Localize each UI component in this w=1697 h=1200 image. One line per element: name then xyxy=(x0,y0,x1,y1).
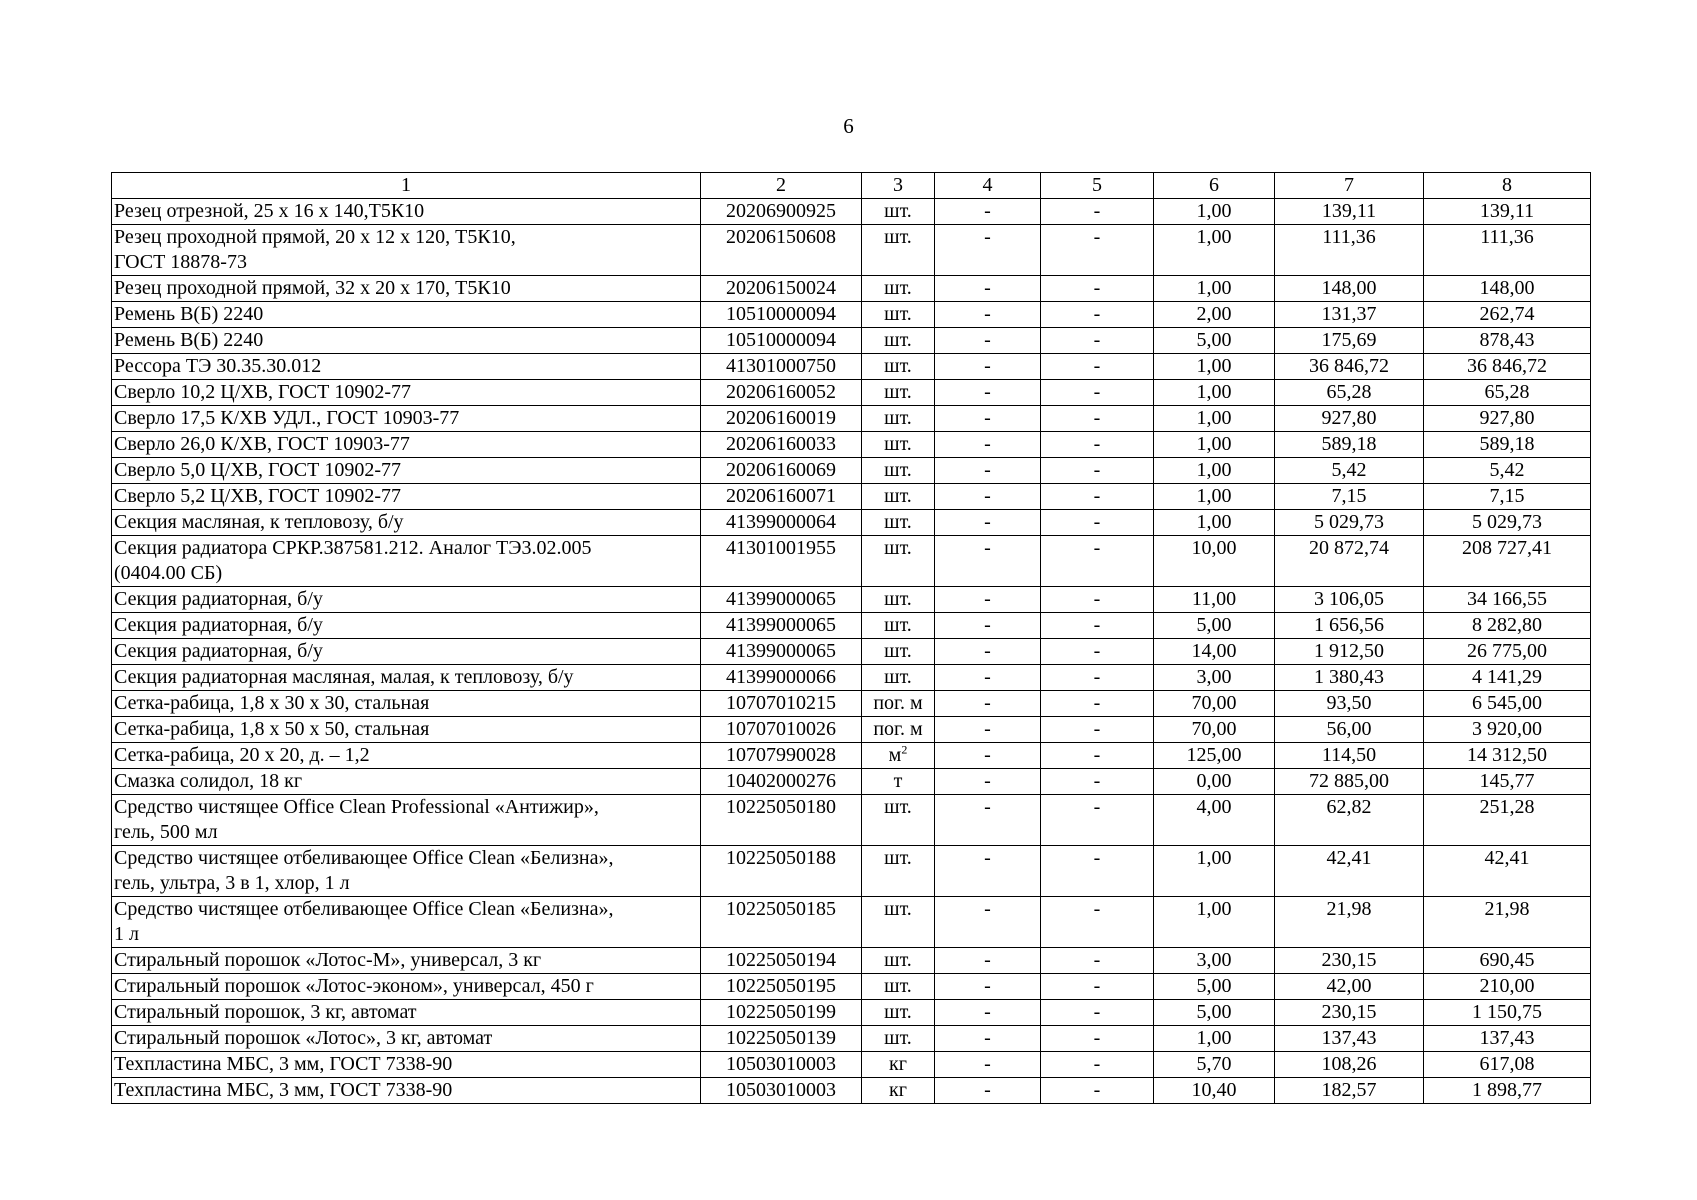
price-cell: 927,80 xyxy=(1275,406,1424,432)
table-row xyxy=(112,846,1591,897)
price-cell: 111,36 xyxy=(1275,225,1424,276)
column-5-cell: - xyxy=(1041,199,1154,225)
item-code-cell: 10225050188 xyxy=(701,846,862,897)
price-cell: 5,42 xyxy=(1275,458,1424,484)
table-row xyxy=(112,276,1591,302)
quantity-cell: 1,00 xyxy=(1154,199,1275,225)
item-name-cell: Сверло 10,2 Ц/ХВ, ГОСТ 10902-77 xyxy=(112,380,701,406)
quantity-cell: 1,00 xyxy=(1154,225,1275,276)
item-code-cell: 41399000066 xyxy=(701,665,862,691)
column-5-cell: - xyxy=(1041,328,1154,354)
unit-cell: шт. xyxy=(862,948,935,974)
column-4-cell: - xyxy=(935,354,1041,380)
column-4-cell: - xyxy=(935,948,1041,974)
unit-cell: шт. xyxy=(862,846,935,897)
item-code-cell: 10225050139 xyxy=(701,1026,862,1052)
item-name-cell: Сетка-рабица, 20 х 20, д. – 1,2 xyxy=(112,743,701,769)
item-code-cell: 20206160033 xyxy=(701,432,862,458)
item-code-cell: 10225050199 xyxy=(701,1000,862,1026)
sum-cell: 210,00 xyxy=(1424,974,1591,1000)
unit-cell: шт. xyxy=(862,795,935,846)
item-name-cell: Резец проходной прямой, 32 х 20 х 170, Т5К10 xyxy=(112,276,701,302)
column-4-cell: - xyxy=(935,897,1041,948)
quantity-cell: 1,00 xyxy=(1154,432,1275,458)
column-5-cell: - xyxy=(1041,1026,1154,1052)
sum-cell: 251,28 xyxy=(1424,795,1591,846)
sum-cell: 42,41 xyxy=(1424,846,1591,897)
column-5-cell: - xyxy=(1041,510,1154,536)
sum-cell: 1 898,77 xyxy=(1424,1078,1591,1104)
quantity-cell: 11,00 xyxy=(1154,587,1275,613)
column-4-cell: - xyxy=(935,276,1041,302)
column-4-cell: - xyxy=(935,536,1041,587)
item-name-cell: Резец отрезной, 25 х 16 х 140,Т5К10 xyxy=(112,199,701,225)
sum-cell: 617,08 xyxy=(1424,1052,1591,1078)
item-name-cell: Секция радиаторная масляная, малая, к тепловозу, б/у xyxy=(112,665,701,691)
column-header-6: 6 xyxy=(1154,173,1275,199)
item-name-cell: Сверло 26,0 К/ХВ, ГОСТ 10903-77 xyxy=(112,432,701,458)
sum-cell: 139,11 xyxy=(1424,199,1591,225)
table-row xyxy=(112,432,1591,458)
item-code-cell: 10225050194 xyxy=(701,948,862,974)
column-header-1: 1 xyxy=(112,173,701,199)
column-4-cell: - xyxy=(935,510,1041,536)
table-row xyxy=(112,743,1591,769)
column-5-cell: - xyxy=(1041,587,1154,613)
column-4-cell: - xyxy=(935,1000,1041,1026)
table-row xyxy=(112,613,1591,639)
unit-cell: шт. xyxy=(862,276,935,302)
table-row xyxy=(112,225,1591,276)
item-code-cell: 41399000065 xyxy=(701,613,862,639)
quantity-cell: 5,00 xyxy=(1154,613,1275,639)
sum-cell: 5,42 xyxy=(1424,458,1591,484)
item-code-cell: 41399000065 xyxy=(701,587,862,613)
sum-cell: 5 029,73 xyxy=(1424,510,1591,536)
sum-cell: 589,18 xyxy=(1424,432,1591,458)
column-number-row xyxy=(112,173,1591,199)
sum-cell: 34 166,55 xyxy=(1424,587,1591,613)
item-name-cell: Сверло 17,5 К/ХВ УДЛ., ГОСТ 10903-77 xyxy=(112,406,701,432)
item-name-cell: Стиральный порошок «Лотос-эконом», универсал, 450 г xyxy=(112,974,701,1000)
price-cell: 21,98 xyxy=(1275,897,1424,948)
item-code-cell: 20206160071 xyxy=(701,484,862,510)
sum-cell: 1 150,75 xyxy=(1424,1000,1591,1026)
unit-cell: шт. xyxy=(862,974,935,1000)
column-4-cell: - xyxy=(935,432,1041,458)
unit-cell: шт. xyxy=(862,665,935,691)
table-row xyxy=(112,380,1591,406)
sum-cell: 137,43 xyxy=(1424,1026,1591,1052)
quantity-cell: 70,00 xyxy=(1154,717,1275,743)
column-4-cell: - xyxy=(935,743,1041,769)
column-4-cell: - xyxy=(935,665,1041,691)
item-code-cell: 10707010215 xyxy=(701,691,862,717)
quantity-cell: 1,00 xyxy=(1154,510,1275,536)
column-5-cell: - xyxy=(1041,458,1154,484)
unit-cell: шт. xyxy=(862,536,935,587)
table-row xyxy=(112,974,1591,1000)
quantity-cell: 1,00 xyxy=(1154,484,1275,510)
column-4-cell: - xyxy=(935,639,1041,665)
unit-cell: шт. xyxy=(862,484,935,510)
item-name-cell: Ремень В(Б) 2240 xyxy=(112,302,701,328)
item-name-cell: Стиральный порошок, 3 кг, автомат xyxy=(112,1000,701,1026)
sum-cell: 4 141,29 xyxy=(1424,665,1591,691)
item-code-cell: 10402000276 xyxy=(701,769,862,795)
column-5-cell: - xyxy=(1041,948,1154,974)
price-cell: 589,18 xyxy=(1275,432,1424,458)
item-code-cell: 10707990028 xyxy=(701,743,862,769)
column-5-cell: - xyxy=(1041,484,1154,510)
quantity-cell: 1,00 xyxy=(1154,276,1275,302)
column-4-cell: - xyxy=(935,587,1041,613)
price-cell: 65,28 xyxy=(1275,380,1424,406)
unit-cell xyxy=(862,743,935,769)
unit-cell: шт. xyxy=(862,458,935,484)
unit-cell: шт. xyxy=(862,406,935,432)
quantity-cell: 125,00 xyxy=(1154,743,1275,769)
unit-cell: шт. xyxy=(862,302,935,328)
item-name-cell: Техпластина МБС, 3 мм, ГОСТ 7338-90 xyxy=(112,1078,701,1104)
column-5-cell: - xyxy=(1041,846,1154,897)
sum-cell: 36 846,72 xyxy=(1424,354,1591,380)
price-cell: 20 872,74 xyxy=(1275,536,1424,587)
table-row xyxy=(112,458,1591,484)
sum-cell: 262,74 xyxy=(1424,302,1591,328)
item-code-cell: 10503010003 xyxy=(701,1078,862,1104)
column-4-cell: - xyxy=(935,1052,1041,1078)
column-header-5: 5 xyxy=(1041,173,1154,199)
price-cell: 148,00 xyxy=(1275,276,1424,302)
inventory-table xyxy=(111,172,1591,1104)
column-4-cell: - xyxy=(935,1078,1041,1104)
table-row xyxy=(112,717,1591,743)
sum-cell: 7,15 xyxy=(1424,484,1591,510)
quantity-cell: 5,70 xyxy=(1154,1052,1275,1078)
item-name-cell: Секция радиатора СРКР.387581.212. Аналог ТЭ3.02.005 (0404.00 СБ) xyxy=(112,536,701,587)
column-5-cell: - xyxy=(1041,302,1154,328)
column-5-cell: - xyxy=(1041,432,1154,458)
item-code-cell: 10510000094 xyxy=(701,328,862,354)
unit-cell: шт. xyxy=(862,354,935,380)
unit-cell: шт. xyxy=(862,225,935,276)
item-code-cell: 20206160019 xyxy=(701,406,862,432)
price-cell: 62,82 xyxy=(1275,795,1424,846)
sum-cell: 927,80 xyxy=(1424,406,1591,432)
column-4-cell: - xyxy=(935,380,1041,406)
quantity-cell: 5,00 xyxy=(1154,328,1275,354)
column-header-3: 3 xyxy=(862,173,935,199)
item-code-cell: 41399000064 xyxy=(701,510,862,536)
item-code-cell: 41301001955 xyxy=(701,536,862,587)
column-4-cell: - xyxy=(935,484,1041,510)
unit-cell: шт. xyxy=(862,639,935,665)
table-row xyxy=(112,1000,1591,1026)
column-4-cell: - xyxy=(935,199,1041,225)
unit-cell: шт. xyxy=(862,897,935,948)
item-code-cell: 20206150608 xyxy=(701,225,862,276)
column-4-cell: - xyxy=(935,691,1041,717)
quantity-cell: 2,00 xyxy=(1154,302,1275,328)
price-cell: 230,15 xyxy=(1275,1000,1424,1026)
column-5-cell: - xyxy=(1041,1078,1154,1104)
price-cell: 182,57 xyxy=(1275,1078,1424,1104)
table-row xyxy=(112,1078,1591,1104)
column-5-cell: - xyxy=(1041,225,1154,276)
table-row xyxy=(112,587,1591,613)
price-cell: 230,15 xyxy=(1275,948,1424,974)
item-name-cell: Стиральный порошок «Лотос», 3 кг, автомат xyxy=(112,1026,701,1052)
quantity-cell: 5,00 xyxy=(1154,974,1275,1000)
table-row xyxy=(112,1052,1591,1078)
table-row xyxy=(112,302,1591,328)
sum-cell: 690,45 xyxy=(1424,948,1591,974)
unit-cell: шт. xyxy=(862,328,935,354)
column-5-cell: - xyxy=(1041,354,1154,380)
table-row xyxy=(112,354,1591,380)
table-row xyxy=(112,897,1591,948)
item-name-cell: Сетка-рабица, 1,8 х 30 х 30, стальная xyxy=(112,691,701,717)
price-cell: 5 029,73 xyxy=(1275,510,1424,536)
column-4-cell: - xyxy=(935,846,1041,897)
column-5-cell: - xyxy=(1041,665,1154,691)
unit-cell: шт. xyxy=(862,510,935,536)
column-4-cell: - xyxy=(935,717,1041,743)
table-row xyxy=(112,1026,1591,1052)
item-code-cell: 41399000065 xyxy=(701,639,862,665)
unit-cell: шт. xyxy=(862,587,935,613)
column-5-cell: - xyxy=(1041,769,1154,795)
table-row xyxy=(112,199,1591,225)
column-4-cell: - xyxy=(935,613,1041,639)
quantity-cell: 1,00 xyxy=(1154,406,1275,432)
item-name-cell: Смазка солидол, 18 кг xyxy=(112,769,701,795)
column-4-cell: - xyxy=(935,225,1041,276)
price-cell: 56,00 xyxy=(1275,717,1424,743)
column-4-cell: - xyxy=(935,974,1041,1000)
item-name-cell: Секция радиаторная, б/у xyxy=(112,613,701,639)
price-cell: 1 656,56 xyxy=(1275,613,1424,639)
quantity-cell: 1,00 xyxy=(1154,380,1275,406)
item-name-cell: Секция радиаторная, б/у xyxy=(112,587,701,613)
item-code-cell: 10707010026 xyxy=(701,717,862,743)
table-row xyxy=(112,510,1591,536)
item-code-cell: 20206150024 xyxy=(701,276,862,302)
price-cell: 7,15 xyxy=(1275,484,1424,510)
item-name-cell: Ремень В(Б) 2240 xyxy=(112,328,701,354)
quantity-cell: 10,40 xyxy=(1154,1078,1275,1104)
quantity-cell: 1,00 xyxy=(1154,1026,1275,1052)
unit-text: м xyxy=(888,744,902,766)
column-5-cell: - xyxy=(1041,639,1154,665)
unit-cell: шт. xyxy=(862,1026,935,1052)
price-cell: 114,50 xyxy=(1275,743,1424,769)
unit-cell: пог. м xyxy=(862,717,935,743)
sum-cell: 65,28 xyxy=(1424,380,1591,406)
item-name-cell: Рессора ТЭ 30.35.30.012 xyxy=(112,354,701,380)
table-row xyxy=(112,795,1591,846)
unit-cell: шт. xyxy=(862,1000,935,1026)
column-5-cell: - xyxy=(1041,1000,1154,1026)
column-5-cell: - xyxy=(1041,743,1154,769)
quantity-cell: 0,00 xyxy=(1154,769,1275,795)
column-4-cell: - xyxy=(935,302,1041,328)
quantity-cell: 70,00 xyxy=(1154,691,1275,717)
item-name-cell: Стиральный порошок «Лотос-М», универсал, 3 кг xyxy=(112,948,701,974)
quantity-cell: 3,00 xyxy=(1154,665,1275,691)
item-name-cell: Средство чистящее отбеливающее Office Clean «Белизна», гель, ультра, 3 в 1, хлор, 1 л xyxy=(112,846,701,897)
column-5-cell: - xyxy=(1041,897,1154,948)
sum-cell: 3 920,00 xyxy=(1424,717,1591,743)
column-5-cell: - xyxy=(1041,380,1154,406)
table-row xyxy=(112,948,1591,974)
column-5-cell: - xyxy=(1041,795,1154,846)
page-number: 6 xyxy=(843,114,854,138)
table-row xyxy=(112,328,1591,354)
unit-cell: шт. xyxy=(862,432,935,458)
price-cell: 36 846,72 xyxy=(1275,354,1424,380)
item-name-cell: Средство чистящее Office Clean Professional «Антижир», гель, 500 мл xyxy=(112,795,701,846)
item-name-cell: Техпластина МБС, 3 мм, ГОСТ 7338-90 xyxy=(112,1052,701,1078)
table-row xyxy=(112,665,1591,691)
quantity-cell: 1,00 xyxy=(1154,846,1275,897)
column-4-cell: - xyxy=(935,328,1041,354)
column-header-7: 7 xyxy=(1275,173,1424,199)
column-4-cell: - xyxy=(935,795,1041,846)
price-cell: 3 106,05 xyxy=(1275,587,1424,613)
unit-cell: т xyxy=(862,769,935,795)
table-row xyxy=(112,691,1591,717)
unit-cell: шт. xyxy=(862,199,935,225)
item-name-cell: Секция масляная, к тепловозу, б/у xyxy=(112,510,701,536)
column-4-cell: - xyxy=(935,458,1041,484)
sum-cell: 145,77 xyxy=(1424,769,1591,795)
quantity-cell: 14,00 xyxy=(1154,639,1275,665)
column-header-2: 2 xyxy=(701,173,862,199)
item-name-cell: Сверло 5,2 Ц/ХВ, ГОСТ 10902-77 xyxy=(112,484,701,510)
unit-cell: шт. xyxy=(862,613,935,639)
item-name-cell: Секция радиаторная, б/у xyxy=(112,639,701,665)
item-code-cell: 10510000094 xyxy=(701,302,862,328)
sum-cell: 878,43 xyxy=(1424,328,1591,354)
column-5-cell: - xyxy=(1041,974,1154,1000)
table-row xyxy=(112,536,1591,587)
unit-cell: пог. м xyxy=(862,691,935,717)
column-4-cell: - xyxy=(935,1026,1041,1052)
item-code-cell: 20206900925 xyxy=(701,199,862,225)
price-cell: 1 380,43 xyxy=(1275,665,1424,691)
item-name-cell: Резец проходной прямой, 20 х 12 х 120, Т5К10, ГОСТ 18878-73 xyxy=(112,225,701,276)
sum-cell: 111,36 xyxy=(1424,225,1591,276)
item-code-cell: 41301000750 xyxy=(701,354,862,380)
quantity-cell: 5,00 xyxy=(1154,1000,1275,1026)
table-row xyxy=(112,406,1591,432)
table-body xyxy=(112,173,1591,1104)
item-code-cell: 10225050195 xyxy=(701,974,862,1000)
sum-cell: 208 727,41 xyxy=(1424,536,1591,587)
item-name-cell: Средство чистящее отбеливающее Office Clean «Белизна», 1 л xyxy=(112,897,701,948)
sum-cell: 14 312,50 xyxy=(1424,743,1591,769)
column-header-8: 8 xyxy=(1424,173,1591,199)
price-cell: 139,11 xyxy=(1275,199,1424,225)
table-row xyxy=(112,769,1591,795)
price-cell: 42,41 xyxy=(1275,846,1424,897)
item-code-cell: 10225050185 xyxy=(701,897,862,948)
item-code-cell: 10503010003 xyxy=(701,1052,862,1078)
unit-cell: шт. xyxy=(862,380,935,406)
sum-cell: 148,00 xyxy=(1424,276,1591,302)
sum-cell: 26 775,00 xyxy=(1424,639,1591,665)
price-cell: 1 912,50 xyxy=(1275,639,1424,665)
table-row xyxy=(112,639,1591,665)
item-code-cell: 20206160069 xyxy=(701,458,862,484)
column-5-cell: - xyxy=(1041,276,1154,302)
column-4-cell: - xyxy=(935,769,1041,795)
unit-cell: кг xyxy=(862,1078,935,1104)
price-cell: 108,26 xyxy=(1275,1052,1424,1078)
column-5-cell: - xyxy=(1041,406,1154,432)
price-cell: 93,50 xyxy=(1275,691,1424,717)
price-cell: 175,69 xyxy=(1275,328,1424,354)
column-header-4: 4 xyxy=(935,173,1041,199)
quantity-cell: 1,00 xyxy=(1154,897,1275,948)
unit-superscript: 2 xyxy=(901,742,908,757)
sum-cell: 21,98 xyxy=(1424,897,1591,948)
column-5-cell: - xyxy=(1041,717,1154,743)
price-cell: 137,43 xyxy=(1275,1026,1424,1052)
sum-cell: 8 282,80 xyxy=(1424,613,1591,639)
item-name-cell: Сверло 5,0 Ц/ХВ, ГОСТ 10902-77 xyxy=(112,458,701,484)
quantity-cell: 3,00 xyxy=(1154,948,1275,974)
quantity-cell: 1,00 xyxy=(1154,354,1275,380)
unit-cell: кг xyxy=(862,1052,935,1078)
item-code-cell: 10225050180 xyxy=(701,795,862,846)
column-4-cell: - xyxy=(935,406,1041,432)
price-cell: 42,00 xyxy=(1275,974,1424,1000)
column-5-cell: - xyxy=(1041,691,1154,717)
column-5-cell: - xyxy=(1041,536,1154,587)
quantity-cell: 4,00 xyxy=(1154,795,1275,846)
quantity-cell: 1,00 xyxy=(1154,458,1275,484)
quantity-cell: 10,00 xyxy=(1154,536,1275,587)
item-code-cell: 20206160052 xyxy=(701,380,862,406)
sum-cell: 6 545,00 xyxy=(1424,691,1591,717)
column-5-cell: - xyxy=(1041,1052,1154,1078)
column-5-cell: - xyxy=(1041,613,1154,639)
price-cell: 131,37 xyxy=(1275,302,1424,328)
table-row xyxy=(112,484,1591,510)
price-cell: 72 885,00 xyxy=(1275,769,1424,795)
item-name-cell: Сетка-рабица, 1,8 х 50 х 50, стальная xyxy=(112,717,701,743)
